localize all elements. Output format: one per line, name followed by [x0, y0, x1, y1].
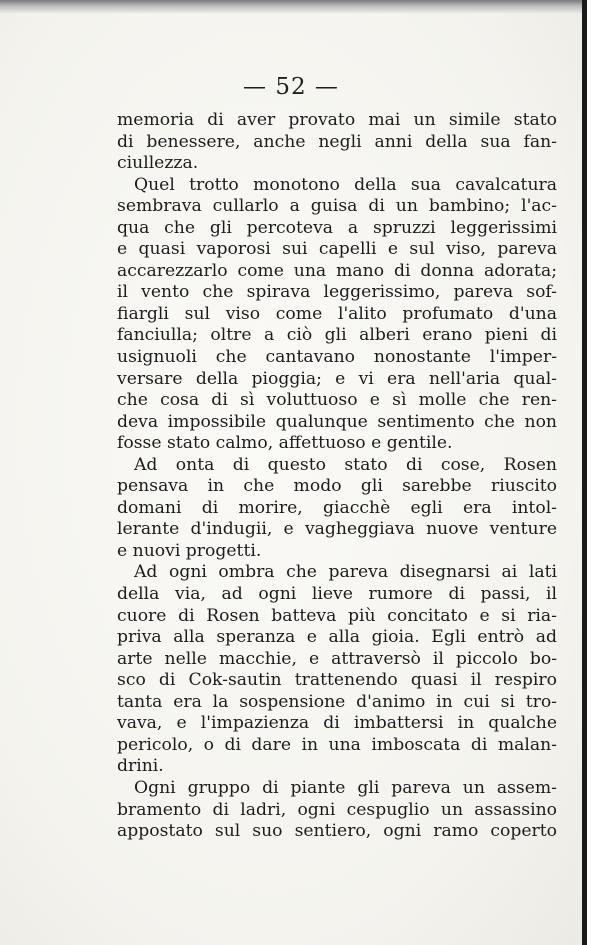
- text-line: della via, ad ogni lieve rumore di passi, il: [117, 584, 557, 605]
- text-line: fanciulla; oltre a ciò gli alberi erano pieni di: [117, 325, 557, 346]
- text-line: drini.: [117, 756, 164, 777]
- text-line: bramento di ladri, ogni cespuglio un assassino: [117, 799, 557, 820]
- text-line: di benessere, anche negli anni della sua fan-: [117, 131, 557, 152]
- text-line: deva impossibile qualunque sentimento che non: [117, 411, 557, 432]
- text-line: che cosa di sì voluttuoso e sì molle che ren-: [117, 390, 557, 411]
- text-line: appostato sul suo sentiero, ogni ramo coperto: [117, 821, 557, 842]
- text-line: memoria di aver provato mai un simile stato: [117, 110, 557, 130]
- text-line: versare della pioggia; e vi era nell'aria qual-: [117, 368, 557, 389]
- text-line: pericolo, o di dare in una imboscata di malan-: [117, 734, 557, 755]
- text-line: lerante d'indugii, e vagheggiava nuove venture: [117, 519, 557, 540]
- text-line: usignuoli che cantavano nonostante l'imper-: [117, 347, 557, 368]
- text-line: arte nelle macchie, e attraversò il piccolo bo-: [117, 648, 557, 669]
- text-line: vava, e l'impazienza di imbattersi in qualche: [117, 713, 557, 734]
- text-line: fiargli sul viso come l'alito profumato d'una: [117, 303, 557, 324]
- page-margin-right: [587, 0, 606, 945]
- text-line: pensava in che modo gli sarebbe riuscito: [117, 476, 557, 497]
- text-line: domani di morire, giacchè egli era intol-: [117, 497, 557, 518]
- text-line: sco di Cok-sautin trattenendo quasi il respiro: [117, 670, 557, 691]
- text-line: cuore di Rosen batteva più concitato e si ria-: [117, 605, 557, 626]
- text-line: e nuovi progetti.: [117, 540, 262, 561]
- text-line: Ogni gruppo di piante gli pareva un assem-: [134, 777, 557, 798]
- text-line: tanta era la sospensione d'animo in cui si tro-: [117, 691, 557, 712]
- text-line: sembrava cullarlo a guisa di un bambino; l'ac-: [117, 196, 557, 217]
- page-top-shadow: [0, 0, 582, 14]
- text-line: accarezzarlo come una mano di donna adorata;: [117, 260, 557, 281]
- text-line: priva alla speranza e alla gioia. Egli entrò ad: [117, 627, 557, 648]
- text-line: fosse stato calmo, affettuoso e gentile.: [117, 433, 453, 454]
- text-line: Ad onta di questo stato di cose, Rosen: [134, 454, 557, 475]
- page-number: — 52 —: [243, 74, 339, 100]
- text-line: ciullezza.: [117, 153, 199, 174]
- text-line: Quel trotto monotono della sua cavalcatura: [134, 174, 557, 195]
- text-line: e quasi vaporosi sui capelli e sul viso, pareva: [117, 239, 557, 260]
- body-text: [117, 110, 557, 843]
- text-line: Ad ogni ombra che pareva disegnarsi ai lati: [134, 562, 557, 583]
- text-line: qua che gli percoteva a spruzzi leggerissimi: [117, 217, 557, 238]
- text-line: il vento che spirava leggerissimo, pareva sof-: [117, 282, 557, 303]
